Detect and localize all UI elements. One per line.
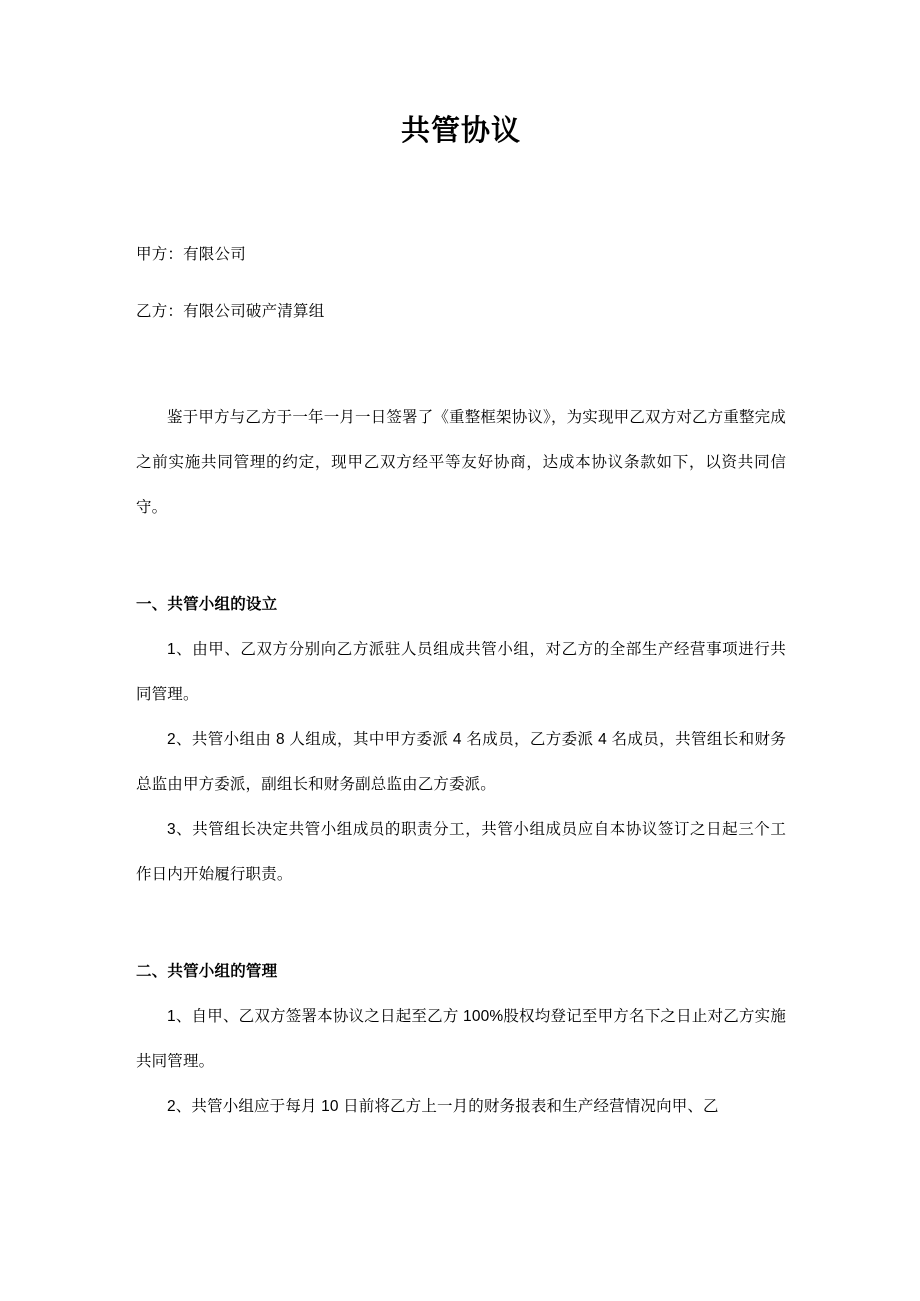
preamble-paragraph: 鉴于甲方与乙方于一年一月一日签署了《重整框架协议》，为实现甲乙双方对乙方重整完成之前实施共同管理的约定，现甲乙双方经平等友好协商，达成本协议条款如下，以资共同信守。	[136, 408, 786, 516]
party-block	[136, 243, 786, 324]
section-gap-two	[136, 897, 786, 949]
title-spacer	[136, 149, 786, 243]
section-two-clause-1: 1、自甲、乙双方签署本协议之日起至乙方 100%股权均登记至甲方名下之日止对乙方实施共同管理。	[136, 1007, 786, 1070]
section-one-clause-2: 2、共管小组由 8 人组成，其中甲方委派 4 名成员，乙方委派 4 名成员，共管组长和财务总监由甲方委派，副组长和财务副总监由乙方委派。	[136, 730, 786, 793]
party-line-first: 甲方：有限公司	[136, 245, 246, 263]
section-one-clause-1: 1、由甲、乙双方分别向乙方派驻人员组成共管小组，对乙方的全部生产经营事项进行共同管理。	[136, 640, 786, 703]
section-two-heading: 二、共管小组的管理	[136, 962, 278, 980]
section-one-clause-3: 3、共管组长决定共管小组成员的职责分工，共管小组成员应自本协议签订之日起三个工作日内开始履行职责。	[136, 820, 786, 883]
document-body	[136, 0, 786, 1129]
section-two	[136, 949, 786, 1129]
section-one	[136, 582, 786, 897]
party-line-second: 乙方：有限公司破产清算组	[136, 302, 325, 320]
section-one-heading: 一、共管小组的设立	[136, 595, 278, 613]
page-title: 共管协议	[400, 115, 521, 147]
parties-spacer	[136, 357, 786, 395]
section-gap-one	[136, 530, 786, 582]
section-two-clause-2: 2、共管小组应于每月 10 日前将乙方上一月的财务报表和生产经营情况向甲、乙	[167, 1097, 719, 1115]
